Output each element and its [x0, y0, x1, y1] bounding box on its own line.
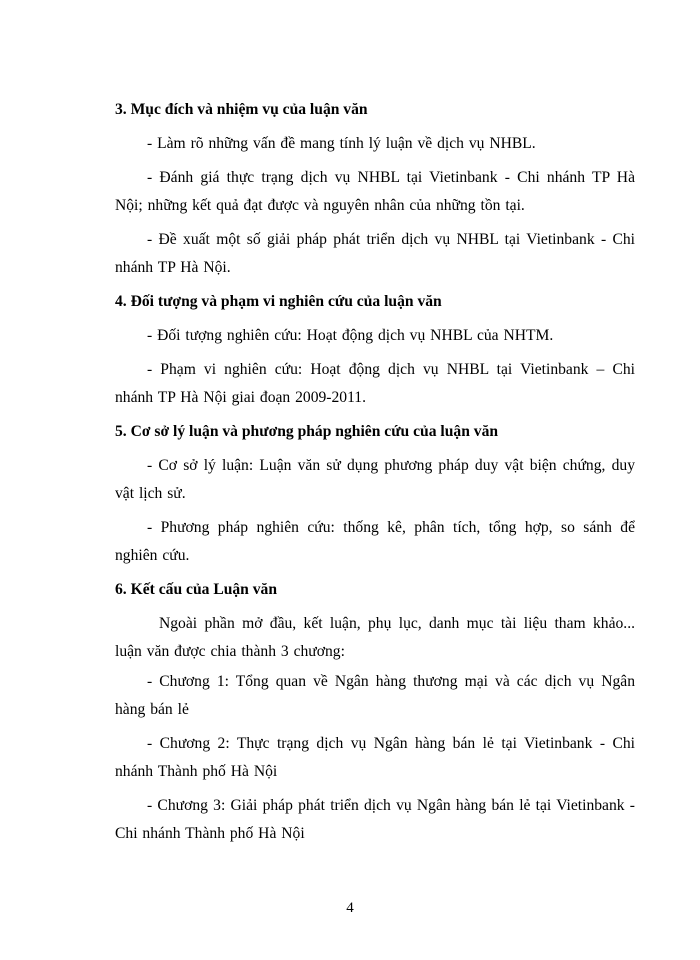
chapter-item: - Chương 3: Giải pháp phát triển dịch vụ Ngân hàng bán lẻ tại Vietinbank - Chi nhánh Thành phố Hà Nội [115, 797, 635, 842]
paragraph: - Phạm vi nghiên cứu: Hoạt động dịch vụ NHBL tại Vietinbank – Chi nhánh TP Hà Nội giai đoạn 2009-2011. [115, 361, 635, 406]
section-heading: 3. Mục đích và nhiệm vụ của luận văn [115, 101, 368, 118]
chapter-item: - Chương 2: Thực trạng dịch vụ Ngân hàng bán lẻ tại Vietinbank - Chi nhánh Thành phố Hà Nội [115, 735, 635, 780]
paragraph: - Làm rõ những vấn đề mang tính lý luận về dịch vụ NHBL. [147, 135, 536, 152]
page-number: 4 [346, 900, 354, 916]
paragraph: - Cơ sở lý luận: Luận văn sử dụng phương pháp duy vật biện chứng, duy vật lịch sử. [115, 457, 635, 502]
paragraph: - Đánh giá thực trạng dịch vụ NHBL tại Vietinbank - Chi nhánh TP Hà Nội; những kết quả đạt được và nguyên nhân của những tồn tại. [115, 169, 635, 214]
section-methodology [115, 418, 635, 570]
paragraph: - Đề xuất một số giải pháp phát triển dịch vụ NHBL tại Vietinbank - Chi nhánh TP Hà Nội. [115, 231, 635, 276]
intro-paragraph: Ngoài phần mở đầu, kết luận, phụ lục, danh mục tài liệu tham khảo... luận văn được chia thành 3 chương: [115, 615, 635, 660]
section-heading: 4. Đối tượng và phạm vi nghiên cứu của luận văn [115, 293, 442, 310]
chapter-item: - Chương 1: Tổng quan về Ngân hàng thương mại và các dịch vụ Ngân hàng bán lẻ [115, 673, 635, 718]
page-content [115, 96, 635, 854]
section-heading: 5. Cơ sở lý luận và phương pháp nghiên cứu của luận văn [115, 423, 499, 440]
section-scope [115, 288, 635, 412]
section-structure [115, 576, 635, 848]
section-heading: 6. Kết cấu của Luận văn [115, 581, 278, 598]
paragraph: - Phương pháp nghiên cứu: thống kê, phân tích, tổng hợp, so sánh để nghiên cứu. [115, 519, 635, 564]
paragraph: - Đối tượng nghiên cứu: Hoạt động dịch vụ NHBL của NHTM. [147, 327, 554, 344]
section-objectives [115, 96, 635, 282]
